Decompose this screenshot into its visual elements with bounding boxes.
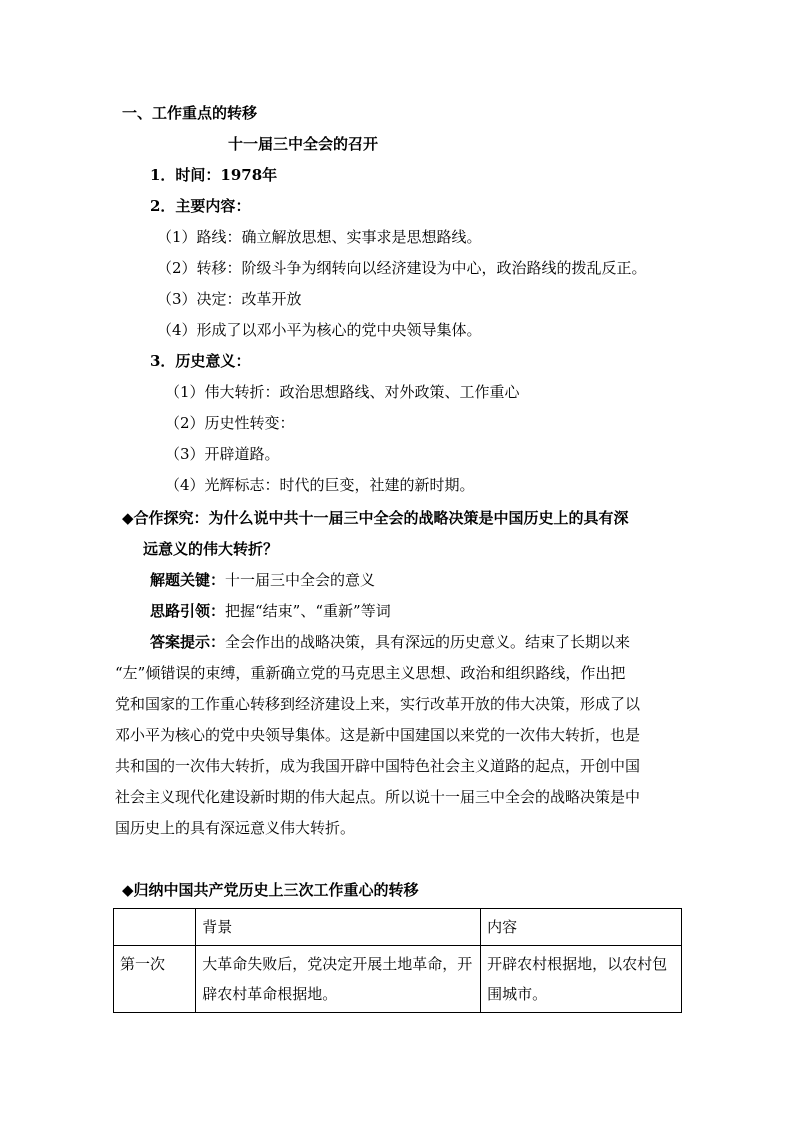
- inquiry-question-line-1: ◆合作探究：为什么说中共十一届三中全会的战略决策是中国历史上的具有深: [122, 509, 629, 527]
- item-content-label: 2．主要内容：: [150, 197, 251, 215]
- answer-label: 答案提示：: [150, 633, 226, 651]
- table-cell-background: 大革命失败后，党决定开展土地革命，开辟农村革命根据地。: [196, 946, 481, 1013]
- table-header-content: 内容: [481, 909, 682, 946]
- item-time: 1．时间：1978年: [150, 166, 278, 184]
- table-header-blank: [114, 909, 196, 946]
- answer-line-3: 党和国家的工作重心转移到经济建设上来，实行改革开放的伟大决策，形成了以: [115, 695, 641, 713]
- table-row: [114, 946, 682, 1013]
- answer-line-5: 共和国的一次伟大转折，成为我国开辟中国特色社会主义道路的起点，开创中国: [115, 757, 641, 775]
- key-label: 解题关键：: [150, 571, 226, 589]
- section-title: 一、工作重点的转移: [122, 104, 258, 122]
- answer-line-2: “左”倾错误的束缚，重新确立党的马克思主义思想、政治和组织路线，作出把: [115, 664, 626, 682]
- content-item-2: （2）转移：阶级斗争为纲转向以经济建设为中心，政治路线的拨乱反正。: [157, 259, 647, 277]
- inquiry-question-line-2: 远意义的伟大转折？: [143, 540, 279, 558]
- key-text: 十一届三中全会的意义: [225, 571, 376, 589]
- content-item-3: （3）决定：改革开放: [157, 290, 302, 308]
- significance-item-3: （3）开辟道路。: [165, 445, 280, 463]
- significance-item-1: （1）伟大转折：政治思想路线、对外政策、工作重心: [165, 383, 520, 401]
- table-header-background: 背景: [196, 909, 481, 946]
- content-item-1: （1）路线：确立解放思想、实事求是思想路线。: [157, 228, 482, 246]
- table-cell-label: 第一次: [114, 946, 196, 1013]
- significance-item-2: （2）历史性转变：: [165, 414, 295, 432]
- summary-title: ◆归纳中国共产党历史上三次工作重心的转移: [122, 881, 419, 899]
- answer-line-4: 邓小平为核心的党中央领导集体。这是新中国建国以来党的一次伟大转折，也是: [115, 726, 641, 744]
- table-cell-content: 开辟农村根据地，以农村包围城市。: [481, 946, 682, 1013]
- answer-text-1: 全会作出的战略决策，具有深远的历史意义。结束了长期以来: [225, 633, 631, 651]
- answer-line-1: [150, 632, 630, 652]
- key-line: [150, 570, 375, 590]
- hint-label: 思路引领：: [150, 602, 226, 620]
- table-header-row: [114, 909, 682, 946]
- answer-line-6: 社会主义现代化建设新时期的伟大起点。所以说十一届三中全会的战略决策是中: [115, 788, 641, 806]
- item-significance-label: 3．历史意义：: [150, 352, 251, 370]
- subtitle: 十一届三中全会的召开: [228, 135, 379, 153]
- answer-line-7: 国历史上的具有深远意义伟大转折。: [115, 819, 356, 837]
- hint-text: 把握“结束”、“重新”等词: [225, 602, 391, 620]
- significance-item-4: （4）光辉标志：时代的巨变，社建的新时期。: [165, 476, 475, 494]
- hint-line: [150, 601, 391, 621]
- content-item-4: （4）形成了以邓小平为核心的党中央领导集体。: [157, 321, 482, 339]
- summary-table: [113, 908, 682, 1013]
